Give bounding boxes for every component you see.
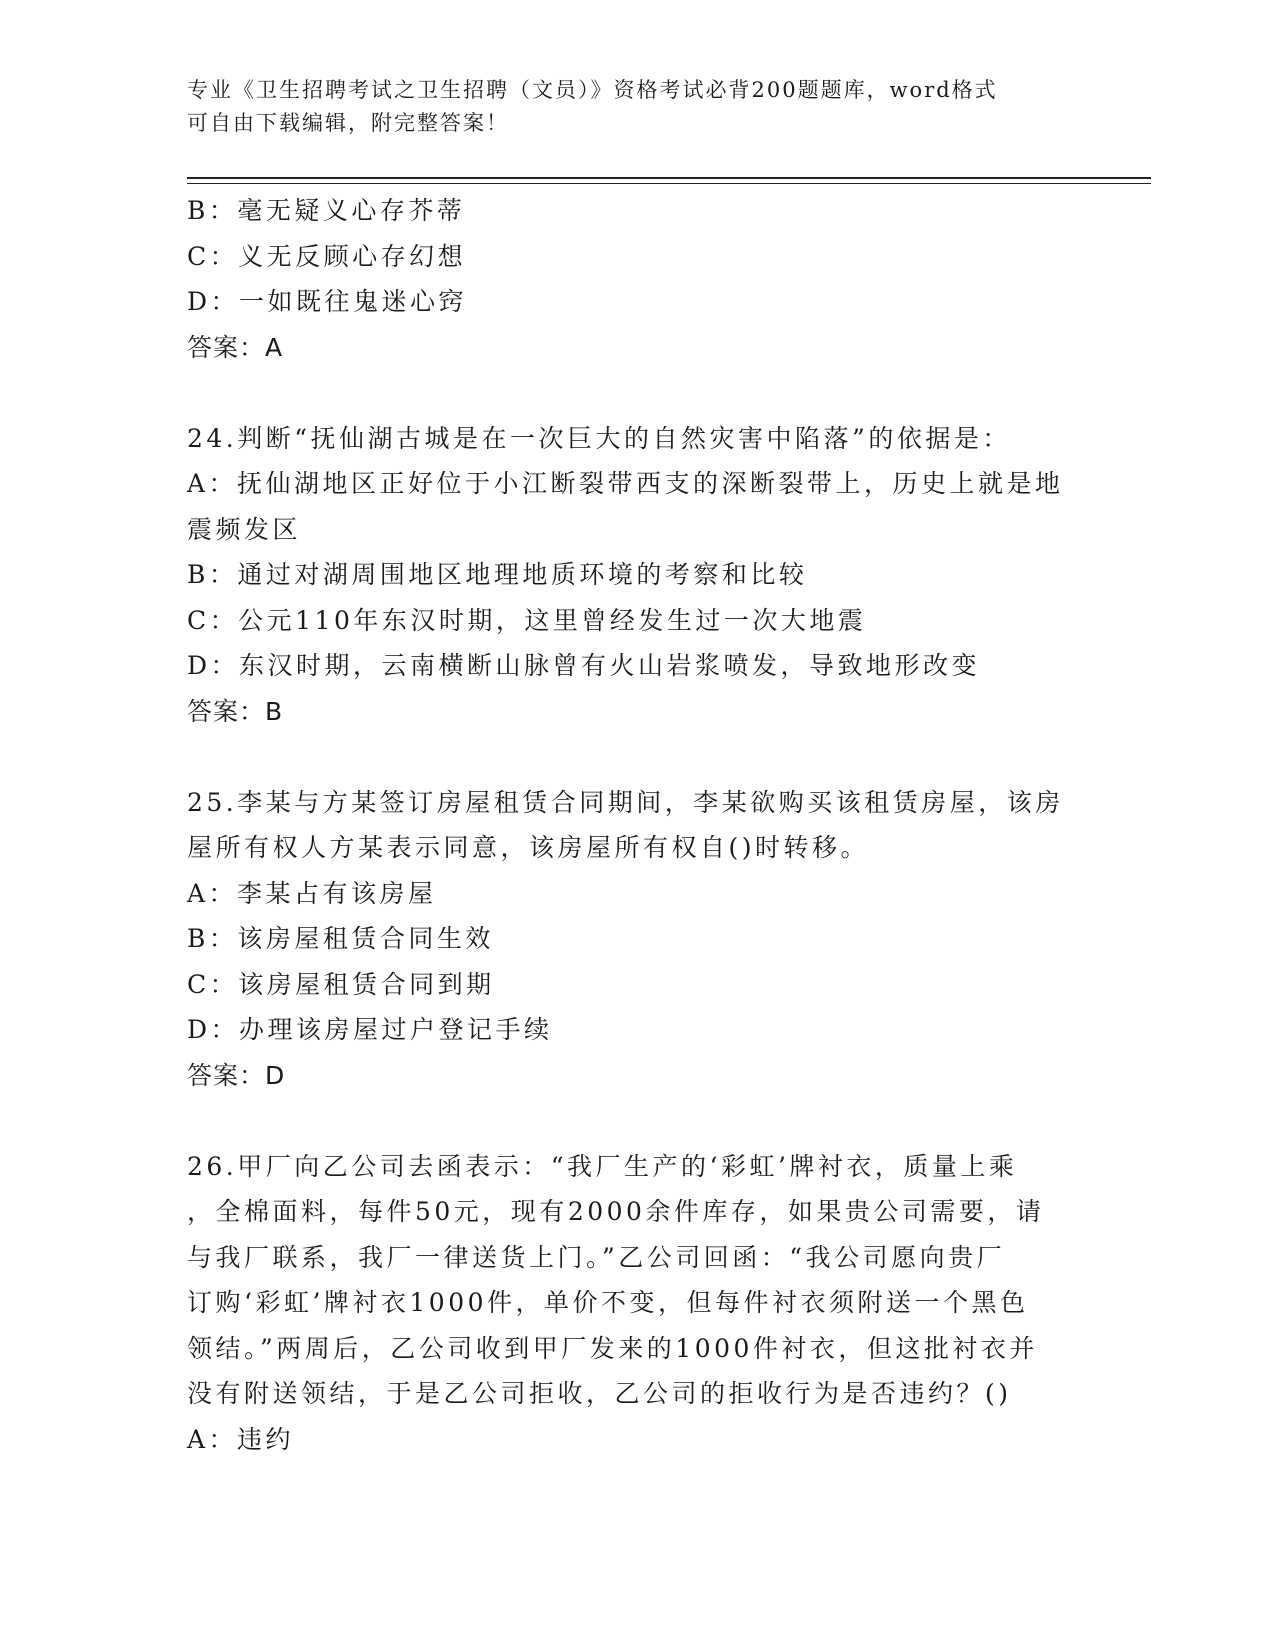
q26-stem-line-5: 领结。”两周后，乙公司收到甲厂发来的1000件衬衣，但这批衬衣并 bbox=[187, 1333, 1038, 1363]
q24-option-d: D：东汉时期，云南横断山脉曾有火山岩浆喷发，导致地形改变 bbox=[187, 651, 981, 680]
q25-option-a: A：李某占有该房屋 bbox=[187, 878, 437, 908]
q26-option-a: A：违约 bbox=[187, 1424, 295, 1454]
q24-option-c: C：公元110年东汉时期，这里曾经发生过一次大地震 bbox=[187, 605, 867, 635]
q25-option-d: D：办理该房屋过户登记手续 bbox=[187, 1015, 553, 1044]
q23-option-c: C：义无反顾心存幻想 bbox=[187, 241, 467, 271]
q26-stem-line-2: ，全棉面料，每件50元，现有2000余件库存，如果贵公司需要，请 bbox=[187, 1197, 1045, 1226]
q24-stem: 24.判断“抚仙湖古城是在一次巨大的自然灾害中陷落”的依据是： bbox=[187, 423, 1011, 453]
document-body bbox=[187, 188, 1087, 1462]
question-26 bbox=[187, 1144, 1087, 1463]
document-header bbox=[187, 74, 1087, 140]
q24-option-a-line-2: 震频发区 bbox=[187, 514, 302, 544]
q23-answer: 答案：A bbox=[187, 332, 284, 362]
q25-stem-line-2: 屋所有权人方某表示同意，该房屋所有权自()时转移。 bbox=[187, 833, 870, 862]
q23-option-d: D：一如既往鬼迷心窍 bbox=[187, 287, 468, 316]
q26-stem-line-6: 没有附送领结，于是乙公司拒收，乙公司的拒收行为是否违约？() bbox=[187, 1379, 1012, 1408]
question-23-tail bbox=[187, 188, 1087, 370]
header-divider-thin bbox=[187, 183, 1151, 184]
q25-option-c: C：该房屋租赁合同到期 bbox=[187, 969, 495, 999]
spacer bbox=[187, 734, 1087, 780]
q25-answer: 答案：D bbox=[187, 1060, 286, 1090]
question-24 bbox=[187, 416, 1087, 735]
q24-option-a-line-1: A：抚仙湖地区正好位于小江断裂带西支的深断裂带上，历史上就是地 bbox=[187, 469, 1064, 498]
question-25 bbox=[187, 780, 1087, 1099]
q25-stem-line-1: 25.李某与方某签订房屋租赁合同期间，李某欲购买该租赁房屋，该房 bbox=[187, 787, 1064, 817]
spacer bbox=[187, 370, 1087, 416]
q23-option-b: B：毫无疑义心存芥蒂 bbox=[187, 196, 466, 225]
q24-answer: 答案：B bbox=[187, 696, 284, 726]
q26-stem-line-1: 26.甲厂向乙公司去函表示：“我厂生产的‘彩虹’牌衬衣，质量上乘 bbox=[187, 1151, 1018, 1181]
q26-stem-line-4: 订购‘彩虹’牌衬衣1000件，单价不变，但每件衬衣须附送一个黑色 bbox=[187, 1288, 1029, 1317]
q24-option-b: B：通过对湖周围地区地理地质环境的考察和比较 bbox=[187, 560, 808, 589]
header-divider-thick bbox=[187, 177, 1151, 179]
header-line-1: 专业《卫生招聘考试之卫生招聘（文员）》资格考试必背200题题库，word格式 bbox=[187, 78, 998, 102]
header-line-2: 可自由下载编辑，附完整答案！ bbox=[187, 111, 509, 135]
spacer bbox=[187, 1098, 1087, 1144]
q25-option-b: B：该房屋租赁合同生效 bbox=[187, 924, 494, 953]
q26-stem-line-3: 与我厂联系，我厂一律送货上门。”乙公司回函：“我公司愿向贵厂 bbox=[187, 1242, 1006, 1272]
